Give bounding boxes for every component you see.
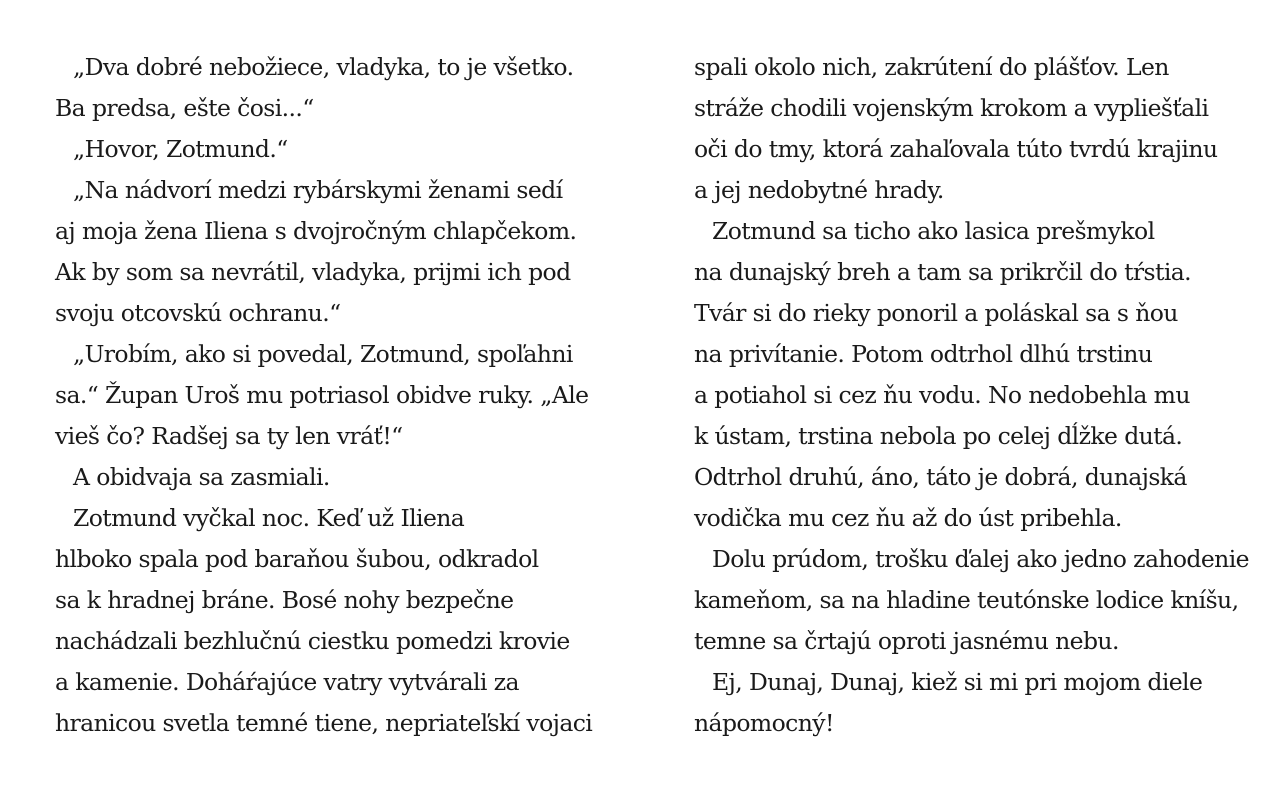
- left-page-text: [55, 47, 615, 744]
- text-line: na dunajský breh a tam sa prikrčil do tŕstia.: [694, 258, 1192, 286]
- text-line: temne sa črtajú oproti jasnému nebu.: [694, 627, 1119, 655]
- text-line: na privítanie. Potom odtrhol dlhú trstinu: [694, 340, 1153, 368]
- text-line: spali okolo nich, zakrútení do plášťov. Len: [694, 53, 1169, 81]
- text-line: aj moja žena Iliena s dvojročným chlapčekom.: [55, 217, 577, 245]
- text-line: a kamenie. Doháŕajúce vatry vytvárali za: [55, 668, 519, 696]
- text-line: Zotmund sa ticho ako lasica prešmykol: [712, 217, 1155, 245]
- text-line: sa k hradnej bráne. Bosé nohy bezpečne: [55, 586, 514, 614]
- text-line: „Dva dobré nebožiece, vladyka, to je všetko.: [73, 53, 574, 81]
- text-line: Zotmund vyčkal noc. Keď už Iliena: [73, 504, 465, 532]
- text-line: Tvár si do rieky ponoril a poláskal sa s ňou: [694, 299, 1178, 327]
- text-line: nápomocný!: [694, 709, 834, 737]
- text-line: Dolu prúdom, trošku ďalej ako jedno zahodenie: [712, 545, 1249, 573]
- text-line: Ak by som sa nevrátil, vladyka, prijmi ich pod: [55, 258, 571, 286]
- text-line: sa.“ Župan Uroš mu potriasol obidve ruky. „Ale: [55, 381, 589, 409]
- text-line: „Na nádvorí medzi rybárskymi ženami sedí: [73, 176, 563, 204]
- text-line: oči do tmy, ktorá zahaľovala túto tvrdú krajinu: [694, 135, 1218, 163]
- text-line: Odtrhol druhú, áno, táto je dobrá, dunajská: [694, 463, 1187, 491]
- text-line: „Hovor, Zotmund.“: [73, 135, 288, 163]
- text-line: „Urobím, ako si povedal, Zotmund, spoľahni: [73, 340, 573, 368]
- text-line: nachádzali bezhlučnú ciestku pomedzi krovie: [55, 627, 570, 655]
- text-line: hlboko spala pod baraňou šubou, odkradol: [55, 545, 539, 573]
- text-line: stráže chodili vojenským krokom a vypliešťali: [694, 94, 1209, 122]
- text-line: a jej nedobytné hrady.: [694, 176, 944, 204]
- text-line: a potiahol si cez ňu vodu. No nedobehla mu: [694, 381, 1190, 409]
- text-line: svoju otcovskú ochranu.“: [55, 299, 341, 327]
- text-line: vodička mu cez ňu až do úst pribehla.: [694, 504, 1122, 532]
- text-line: k ústam, trstina nebola po celej dĺžke dutá.: [694, 422, 1183, 450]
- text-line: A obidvaja sa zasmiali.: [73, 463, 330, 491]
- right-page-text: [694, 47, 1254, 744]
- text-line: hranicou svetla temné tiene, nepriateľskí vojaci: [55, 709, 593, 737]
- text-line: Ba predsa, ešte čosi...“: [55, 94, 314, 122]
- text-line: vieš čo? Radšej sa ty len vráť!“: [55, 422, 403, 450]
- text-line: kameňom, sa na hladine teutónske lodice kníšu,: [694, 586, 1239, 614]
- text-line: Ej, Dunaj, Dunaj, kiež si mi pri mojom diele: [712, 668, 1203, 696]
